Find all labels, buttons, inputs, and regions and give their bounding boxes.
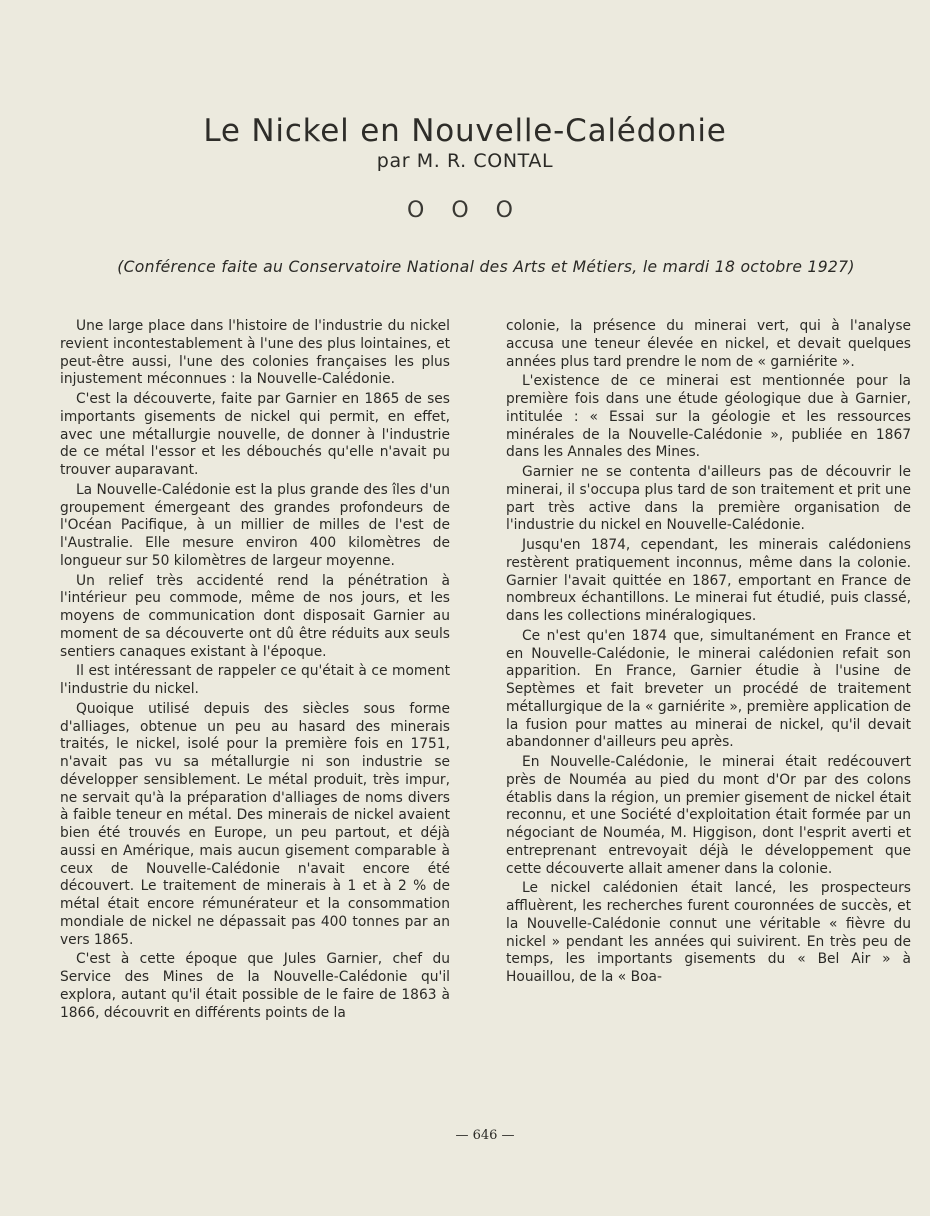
paragraph: Le nickel calédonien était lancé, les prospecteurs affluèrent, les recherches furent couronnées de succès, et la Nouvelle-Calédonie connut une véritable « fièvre du nickel » pendant les années qui suivirent. En très peu de temps, les importants gisements du « Bel Air » à Houaillou, de la « Boa- [506,880,911,985]
paragraph: Jusqu'en 1874, cependant, les minerais calédoniens restèrent pratiquement inconnus, même dans la colonie. Garnier l'avait quittée en 1867, emportant en France de nombreux échantillons. Le minerai fut étudié, puis classé, dans les collections minéralogiques. [506,537,911,624]
paragraph: Ce n'est qu'en 1874 que, simultanément en France et en Nouvelle-Calédonie, le minerai calédonien refait son apparition. En France, Garnier étudie à l'usine de Septèmes et fait breveter un procédé de traitement métallurgique de la « garniérite », première application de la fusion pour mattes au minerai de nickel, qu'il devait abandonner d'ailleurs peu après. [506,627,911,751]
paragraph: Une large place dans l'histoire de l'industrie du nickel revient incontestablement à l'une des plus lointaines, et peut-être aussi, l'une des colonies françaises les plus injustement méconnues : la Nouvelle-Calédonie. [60,318,450,388]
text-column-left [60,318,450,1022]
article-subtitle: (Conférence faite au Conservatoire National des Arts et Métiers, le mardi 18 octobre 1927) [117,258,855,276]
paragraph: Un relief très accidenté rend la pénétration à l'intérieur peu commode, même de nos jours, et les moyens de communication dont disposait Garnier au moment de sa découverte ont dû être réduits aux seuls sentiers canaques existant à l'époque. [60,572,450,660]
ornament-divider: O O O [407,198,523,223]
paragraph: L'existence de ce minerai est mentionnée pour la première fois dans une étude géologique due à Garnier, intitulée : « Essai sur la géologie et les ressources minérales de la Nouvelle-Calédonie », publiée en 1867 dans les Annales des Mines. [506,373,911,461]
paragraph: Garnier ne se contenta d'ailleurs pas de découvrir le minerai, il s'occupa plus tard de son traitement et prit une part très active dans la première organisation de l'industrie du nickel en Nouvelle-Calédonie. [506,464,911,534]
article-author: par M. R. CONTAL [376,150,554,172]
text-column-right [506,318,911,987]
page-number: — 646 — [455,1128,515,1143]
paragraph: Quoique utilisé depuis des siècles sous forme d'alliages, obtenue un peu au hasard des minerais traités, le nickel, isolé pour la première fois en 1751, n'avait pas vu sa métallurgie ni son industrie se développer sensiblement. Le métal produit, très impur, ne servait qu'à la préparation d'alliages de noms divers à faible teneur en métal. Des minerais de nickel avaient bien été trouvés en Europe, un peu partout, et déjà aussi en Amérique, mais aucun gisement comparable à ceux de Nouvelle-Calédonie n'avait encore été découvert. Le traitement de minerais à 1 et à 2 % de métal était encore rémunérateur et la consommation mondiale de nickel ne dépassait pas 400 tonnes par an vers 1865. [60,700,450,948]
paragraph: C'est la découverte, faite par Garnier en 1865 de ses importants gisements de nickel qui permit, en effet, avec une métallurgie nouvelle, de donner à l'industrie de ce métal l'essor et les débouchés qu'elle n'avait pu trouver auparavant. [60,391,450,478]
paragraph: colonie, la présence du minerai vert, qui à l'analyse accusa une teneur élevée en nickel, et devait quelques années plus tard prendre le nom de « garniérite ». [506,318,911,370]
paragraph: Il est intéressant de rappeler ce qu'était à ce moment l'industrie du nickel. [60,663,450,697]
paragraph: C'est à cette époque que Jules Garnier, chef du Service des Mines de la Nouvelle-Calédonie qu'il explora, autant qu'il était possible de le faire de 1863 à 1866, découvrit en différents points de la [60,951,450,1021]
paragraph: En Nouvelle-Calédonie, le minerai était redécouvert près de Nouméa au pied du mont d'Or par des colons établis dans la région, un premier gisement de nickel était reconnu, et une Société d'exploitation était formée par un négociant de Nouméa, M. Higgison, dont l'esprit averti et entreprenant entrevoyait déjà le développement que cette découverte allait amener dans la colonie. [506,754,911,877]
article-title: Le Nickel en Nouvelle-Calédonie [203,112,727,149]
paragraph: La Nouvelle-Calédonie est la plus grande des îles d'un groupement émergeant des grandes profondeurs de l'Océan Pacifique, à un millier de milles de l'est de l'Australie. Elle mesure environ 400 kilomètres de longueur sur 50 kilomètres de largeur moyenne. [60,481,450,569]
